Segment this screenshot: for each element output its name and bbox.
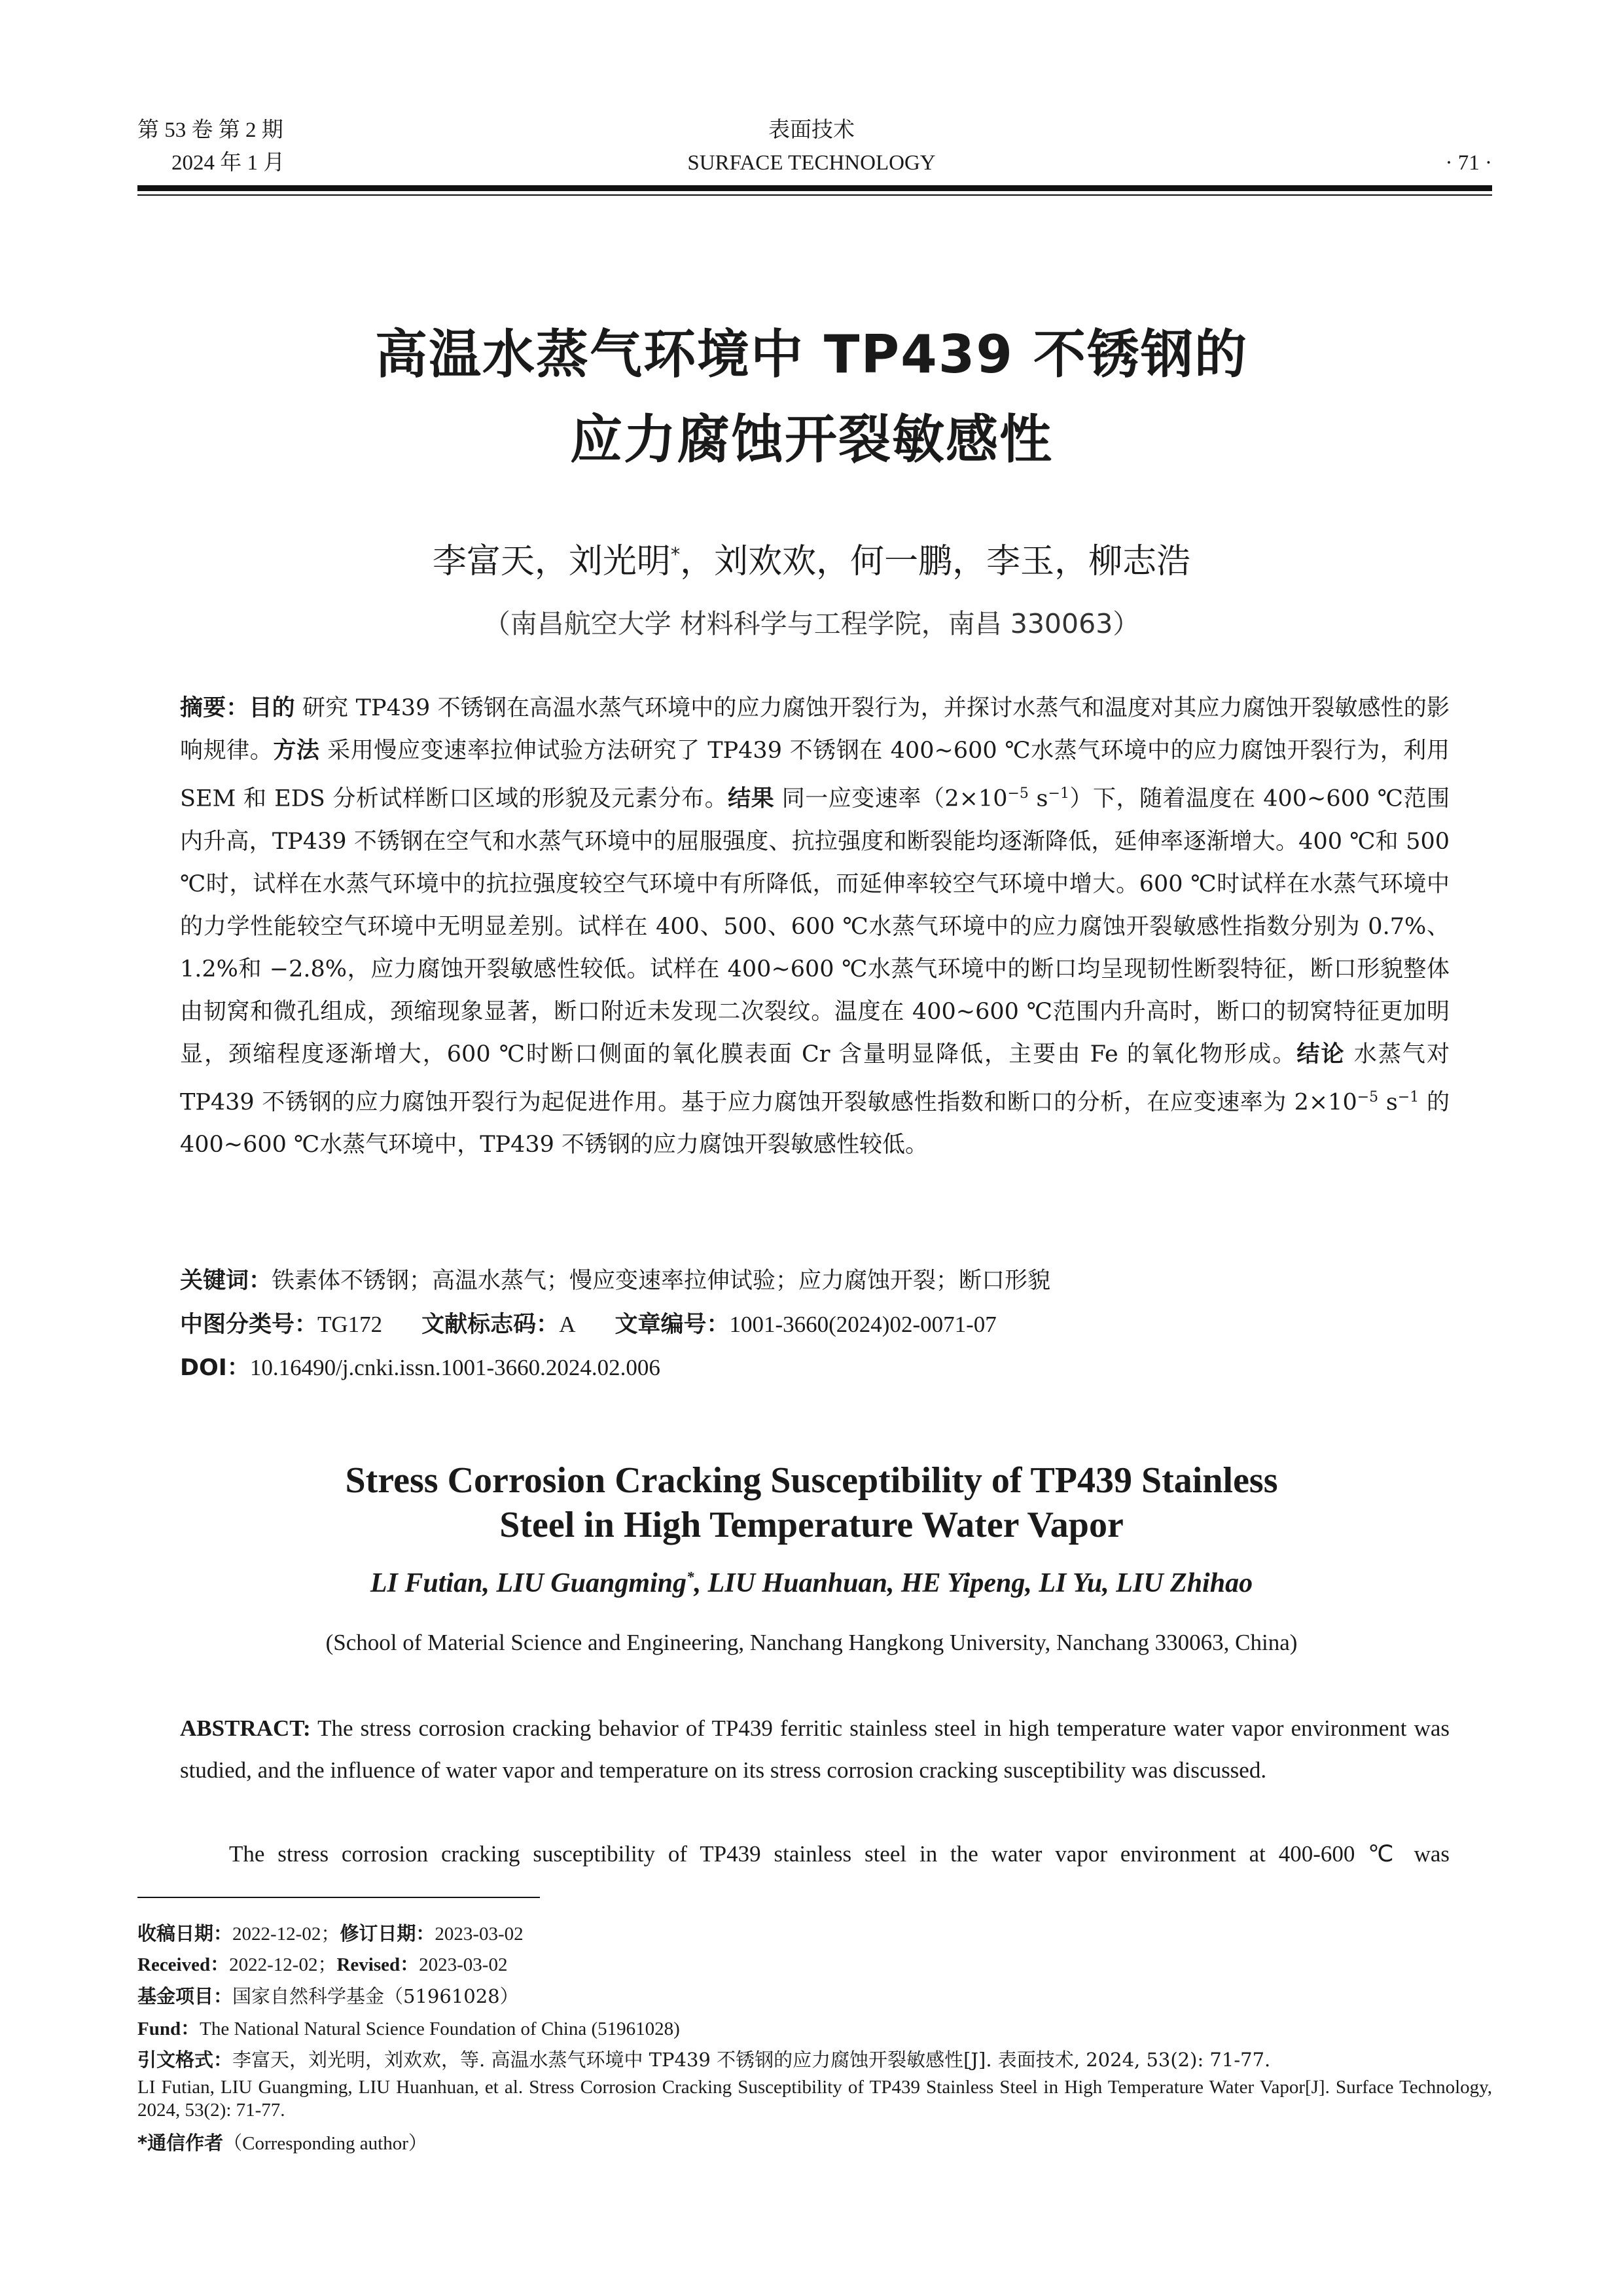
revised-en-label: Revised： xyxy=(336,1954,419,1975)
header-page-number: · 71 · xyxy=(1445,151,1492,175)
corresponding-star-en: * xyxy=(687,1568,694,1585)
keywords-value: 铁素体不锈钢；高温水蒸气；慢应变速率拉伸试验；应力腐蚀开裂；断口形貌 xyxy=(272,1268,1051,1294)
received-zh-value: 2022-12-02； xyxy=(232,1924,340,1945)
fund-en-value: The National Natural Science Foundation of China (51961028) xyxy=(200,2018,680,2039)
footnote-received-zh xyxy=(137,1924,1492,1944)
revised-zh-label: 修订日期： xyxy=(340,1922,435,1945)
footnote-rule xyxy=(137,1897,540,1898)
header-rule-thin xyxy=(137,194,1492,196)
results-label: 结果 xyxy=(728,785,775,812)
abstract-en-para1 xyxy=(180,1708,1450,1791)
clc-label: 中图分类号： xyxy=(180,1312,318,1338)
methods-label: 方法 xyxy=(273,738,320,764)
title-zh-line1: 高温水蒸气环境中 TP439 不锈钢的 xyxy=(375,324,1248,385)
doc-code-value: A xyxy=(559,1312,576,1337)
received-en-label: Received： xyxy=(137,1954,230,1975)
footnote-cite-en: LI Futian, LIU Guangming, LIU Huanhuan, et al. Stress Corrosion Cracking Susceptibility of TP439 Stainless Steel in High Temperature Water Vapor[J]. Surface Technology, 2024, 53(2): 71-77. xyxy=(137,2077,1492,2121)
header-journal-zh: 表面技术 xyxy=(768,118,855,142)
fund-en-label: Fund： xyxy=(137,2018,200,2039)
keywords-label: 关键词： xyxy=(180,1268,272,1294)
title-en-line1: Stress Corrosion Cracking Susceptibility of TP439 Stainless xyxy=(345,1460,1278,1501)
classification-line xyxy=(180,1313,1450,1336)
doi-line xyxy=(180,1356,1450,1380)
corresponding-en: （Corresponding author） xyxy=(223,2133,427,2154)
fund-zh-label: 基金项目： xyxy=(137,1985,233,2007)
conclusion-text-post: 的 400~600 ℃水蒸气环境中，TP439 不锈钢的应力腐蚀开裂敏感性较低。 xyxy=(180,1089,1450,1158)
header-date: 2024 年 1 月 xyxy=(171,151,285,175)
header-volume-issue: 第 53 卷 第 2 期 xyxy=(137,118,283,142)
conclusion-exp1: −5 xyxy=(1357,1088,1379,1105)
footnote-corresponding xyxy=(137,2134,1492,2153)
conclusion-text-pre: 水蒸气对 TP439 不锈钢的应力腐蚀开裂行为起促进作用。基于应力腐蚀开裂敏感性指数和断口的分析，在应变速率为 2×10 xyxy=(180,1041,1450,1116)
authors-en xyxy=(0,1570,1623,1597)
footnote-cite-zh xyxy=(137,2051,1492,2070)
revised-zh-value: 2023-03-02 xyxy=(435,1924,524,1945)
results-exp2: −1 xyxy=(1048,785,1069,802)
cite-zh-label: 引文格式： xyxy=(137,2049,233,2071)
results-text-post: ）下，随着温度在 400~600 ℃范围内升高，TP439 不锈钢在空气和水蒸气环境中的屈服强度、抗拉强度和断裂能均逐渐降低，延伸率逐渐增大。400 ℃和 500 ℃时，试样在水蒸气环境中的抗拉强度较空气环境中有所降低，而延伸率较空气环境中增大。600 ℃时试样在水蒸气环境中的力学性能较空气环境中无明显差别。试样在 400、500、600 ℃水蒸气环境中的应力腐蚀开裂敏感性指数分别为 0.7%、1.2%和 −2.8%，应力腐蚀开裂敏感性较低。试样在 400~600 ℃水蒸气环境中的断口均呈现韧性断裂特征，断口形貌整体由韧窝和微孔组成，颈缩现象显著，断口附近未发现二次裂纹。温度在 400~600 ℃范围内升高时，断口的韧窝特征更加明显，颈缩程度逐渐增大，600 ℃时断口侧面的氧化膜表面 Cr 含量明显降低，主要由 Fe 的氧化物形成。 xyxy=(180,785,1450,1067)
footnote-fund-zh xyxy=(137,1987,1492,2007)
authors-zh-part1: 李富天，刘光明 xyxy=(432,542,671,581)
authors-en-part2: , LIU Huanhuan, HE Yipeng, LI Yu, LIU Zhihao xyxy=(694,1568,1253,1598)
doc-code-label: 文献标志码： xyxy=(421,1312,560,1338)
title-en xyxy=(0,1458,1623,1547)
abstract-zh-label: 摘要： xyxy=(180,695,249,721)
doi-label: DOI： xyxy=(180,1355,250,1381)
title-zh-line2: 应力腐蚀开裂敏感性 xyxy=(570,409,1053,470)
conclusion-label: 结论 xyxy=(1296,1041,1346,1067)
authors-zh-part2: ，刘欢欢，何一鹏，李玉，柳志浩 xyxy=(680,542,1191,581)
fund-zh-value: 国家自然科学基金（51961028） xyxy=(232,1985,519,2007)
results-text-mid: s xyxy=(1028,785,1048,812)
abstract-en-text1: The stress corrosion cracking behavior of TP439 ferritic stainless steel in high temperature water vapor environment was studied, and the influence of water vapor and temperature on its stress corrosion cracking susceptibility was discussed. xyxy=(180,1715,1450,1783)
authors-zh xyxy=(0,542,1623,581)
corresponding-label: *通信作者 xyxy=(137,2132,224,2154)
methods-text: 采用慢应变速率拉伸试验方法研究了 TP439 不锈钢在 400~600 ℃水蒸气环境中的应力腐蚀开裂行为，利用 SEM 和 EDS 分析试样断口区域的形貌及元素分布。 xyxy=(180,738,1450,812)
results-text-pre: 同一应变速率（2×10 xyxy=(781,785,1008,812)
article-no-label: 文章编号： xyxy=(615,1312,730,1338)
cite-zh-value: 李富天，刘光明，刘欢欢，等. 高温水蒸气环境中 TP439 不锈钢的应力腐蚀开裂敏感性[J]. 表面技术, 2024, 53(2): 71-77. xyxy=(232,2049,1271,2071)
footnote-fund-en xyxy=(137,2020,1492,2039)
abstract-en-label: ABSTRACT: xyxy=(180,1715,311,1741)
keywords-zh xyxy=(180,1270,1450,1293)
abstract-en-para2: The stress corrosion cracking susceptibility of TP439 stainless steel in the water vapor environment at 400-600 ℃ was xyxy=(229,1841,1450,1867)
revised-en-value: 2023-03-02 xyxy=(419,1954,508,1975)
header-journal-en: SURFACE TECHNOLOGY xyxy=(687,151,936,175)
authors-en-part1: LI Futian, LIU Guangming xyxy=(370,1568,687,1598)
received-en-value: 2022-12-02； xyxy=(229,1954,337,1975)
objective-label: 目的 xyxy=(249,695,295,721)
corresponding-star: * xyxy=(670,543,681,565)
conclusion-text-mid: s xyxy=(1378,1089,1398,1116)
received-zh-label: 收稿日期： xyxy=(137,1922,233,1945)
results-exp1: −5 xyxy=(1007,785,1029,802)
doi-value[interactable]: 10.16490/j.cnki.issn.1001-3660.2024.02.006 xyxy=(249,1355,660,1380)
conclusion-exp2: −1 xyxy=(1397,1088,1419,1105)
abstract-zh xyxy=(180,687,1450,1166)
footnote-received-en xyxy=(137,1956,1492,1975)
clc-value: TG172 xyxy=(317,1312,383,1337)
affiliation-zh: （南昌航空大学 材料科学与工程学院，南昌 330063） xyxy=(483,608,1140,639)
header-rule-thick xyxy=(137,185,1492,191)
affiliation-en: (School of Material Science and Engineering, Nanchang Hangkong University, Nanchang 330063, China) xyxy=(325,1630,1298,1655)
title-en-line2: Steel in High Temperature Water Vapor xyxy=(499,1505,1124,1545)
objective-text: 研究 TP439 不锈钢在高温水蒸气环境中的应力腐蚀开裂行为，并探讨水蒸气和温度对其应力腐蚀开裂敏感性的影响规律。 xyxy=(180,695,1450,764)
article-no-value: 1001-3660(2024)02-0071-07 xyxy=(729,1312,997,1337)
